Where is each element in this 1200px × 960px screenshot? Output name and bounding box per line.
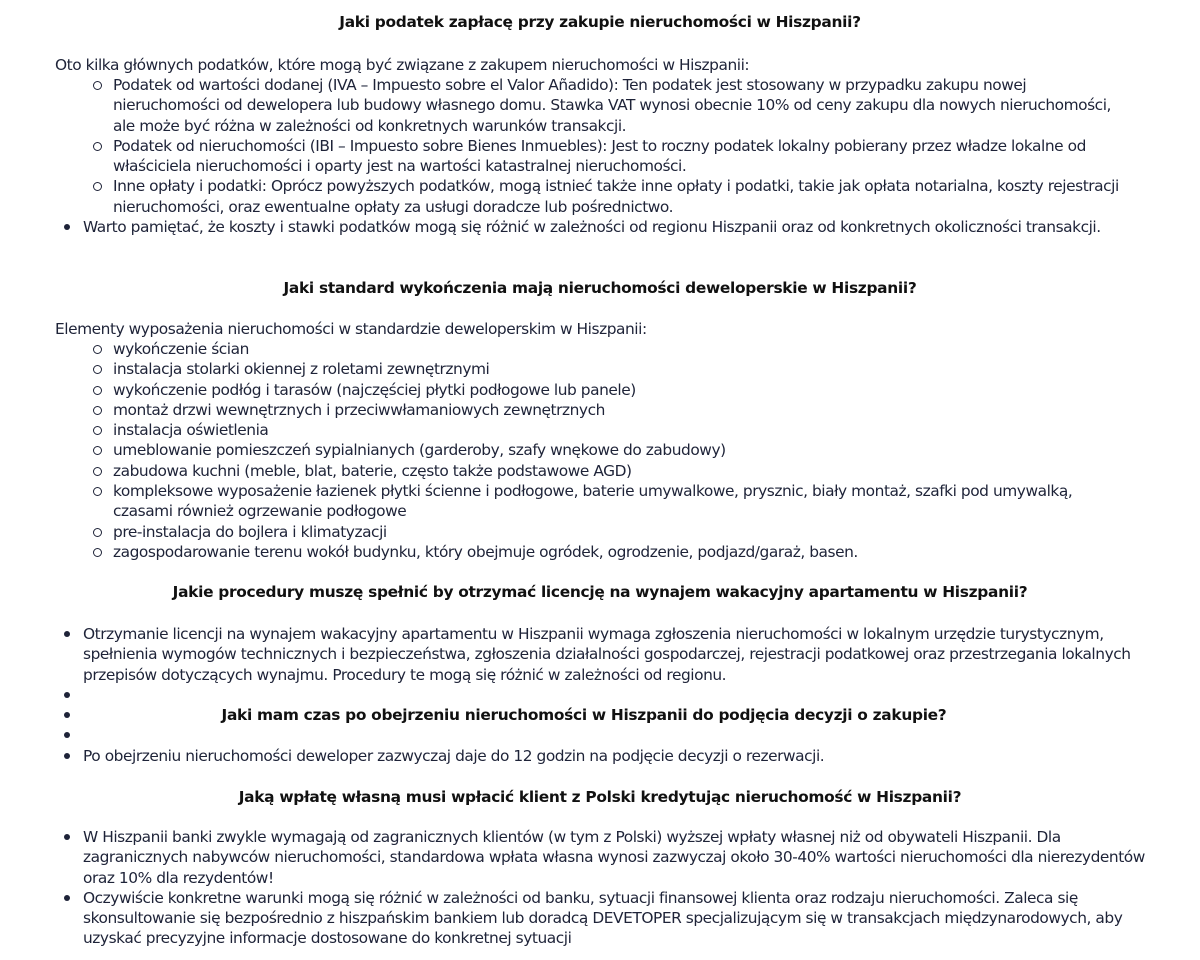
- list-item: Warto pamiętać, że koszty i stawki podatków mogą się różnić w zależności od regionu Hiszpanii oraz od konkretnych okoliczności transakcji.: [60, 217, 1145, 237]
- list-item: Podatek od nieruchomości (IBI – Impuesto sobre Bienes Inmuebles): Jest to roczny podatek lokalny pobierany przez władze lokalne od właściciela nieruchomości i oparty jest na wartości katastralnej nieruchomości.: [90, 136, 1130, 177]
- heading-down-payment: Jaką wpłatę własną musi wpłacić klient z Polski kredytując nieruchomość w Hiszpanii?: [238, 788, 962, 806]
- list-item: montaż drzwi wewnętrznych i przeciwwłamaniowych zewnętrznych: [90, 400, 1130, 420]
- list-item: umeblowanie pomieszczeń sypialnianych (garderoby, szafy wnękowe do zabudowy): [90, 440, 1130, 460]
- license-list: [60, 624, 1145, 766]
- list-item: Inne opłaty i podatki: Oprócz powyższych podatków, mogą istnieć także inne opłaty i podatki, takie jak opłata notarialna, koszty rejestracji nieruchomości, oraz ewentualne opłaty za usługi doradcze lub pośrednictwo.: [90, 176, 1130, 217]
- list-item: instalacja oświetlenia: [90, 420, 1130, 440]
- list-item: wykończenie ścian: [90, 339, 1130, 359]
- tax-intro: Oto kilka głównych podatków, które mogą być związane z zakupem nieruchomości w Hiszpanii:: [55, 56, 750, 74]
- heading-decision-time: Jaki mam czas po obejrzeniu nieruchomości w Hiszpanii do podjęcia decyzji o zakupie?: [60, 705, 1145, 725]
- heading-tax: Jaki podatek zapłacę przy zakupie nieruchomości w Hiszpanii?: [339, 13, 861, 31]
- list-item-empty: [60, 685, 1145, 705]
- list-item: zabudowa kuchni (meble, blat, baterie, często także podstawowe AGD): [90, 461, 1130, 481]
- list-item: Po obejrzeniu nieruchomości deweloper zazwyczaj daje do 12 godzin na podjęcie decyzji o rezerwacji.: [60, 746, 1145, 766]
- list-item: zagospodarowanie terenu wokół budynku, który obejmuje ogródek, ogrodzenie, podjazd/garaż, basen.: [90, 542, 1130, 562]
- standard-intro: Elementy wyposażenia nieruchomości w standardzie deweloperskim w Hiszpanii:: [55, 320, 647, 338]
- list-item: pre-instalacja do bojlera i klimatyzacji: [90, 522, 1130, 542]
- list-item: W Hiszpanii banki zwykle wymagają od zagranicznych klientów (w tym z Polski) wyższej wpłaty własnej niż od obywateli Hiszpanii. Dla zagranicznych nabywców nieruchomości, standardowa wpłata własna wynosi zazwyczaj około 30-40% wartości nieruchomości dla nierezydentów oraz 10% dla rezydentów!: [60, 827, 1145, 888]
- down-payment-list: [60, 827, 1145, 949]
- tax-note-list: [60, 217, 1145, 237]
- standard-list: [90, 339, 1130, 562]
- list-item: Podatek od wartości dodanej (IVA – Impuesto sobre el Valor Añadido): Ten podatek jest stosowany w przypadku zakupu nowej nieruchomości od dewelopera lub budowy własnego domu. Stawka VAT wynosi obecnie 10% od ceny zakupu dla nowych nieruchomości, ale może być różna w zależności od konkretnych warunków transakcji.: [90, 75, 1130, 136]
- heading-standard: Jaki standard wykończenia mają nieruchomości deweloperskie w Hiszpanii?: [283, 279, 917, 297]
- heading-license: Jakie procedury muszę spełnić by otrzymać licencję na wynajem wakacyjny apartamentu w Hiszpanii?: [172, 583, 1028, 601]
- tax-sublist: [90, 75, 1130, 217]
- list-item: instalacja stolarki okiennej z roletami zewnętrznymi: [90, 359, 1130, 379]
- list-item: Otrzymanie licencji na wynajem wakacyjny apartamentu w Hiszpanii wymaga zgłoszenia nieruchomości w lokalnym urzędzie turystycznym, spełnienia wymogów technicznych i bezpieczeństwa, zgłoszenia działalności gospodarczej, rejestracji podatkowej oraz przestrzegania lokalnych przepisów dotyczących wynajmu. Procedury te mogą się różnić w zależności od regionu.: [60, 624, 1145, 685]
- list-item: wykończenie podłóg i tarasów (najczęściej płytki podłogowe lub panele): [90, 380, 1130, 400]
- list-item: Oczywiście konkretne warunki mogą się różnić w zależności od banku, sytuacji finansowej klienta oraz rodzaju nieruchomości. Zaleca się skonsultowanie się bezpośrednio z hiszpańskim bankiem lub doradcą DEVETOPER specjalizującym się w transakcjach międzynarodowych, aby uzyskać precyzyjne informacje dostosowane do konkretnej sytuacji: [60, 888, 1145, 949]
- list-item-empty: [60, 725, 1145, 745]
- list-item: kompleksowe wyposażenie łazienek płytki ścienne i podłogowe, baterie umywalkowe, prysznic, biały montaż, szafki pod umywalką, czasami również ogrzewanie podłogowe: [90, 481, 1130, 522]
